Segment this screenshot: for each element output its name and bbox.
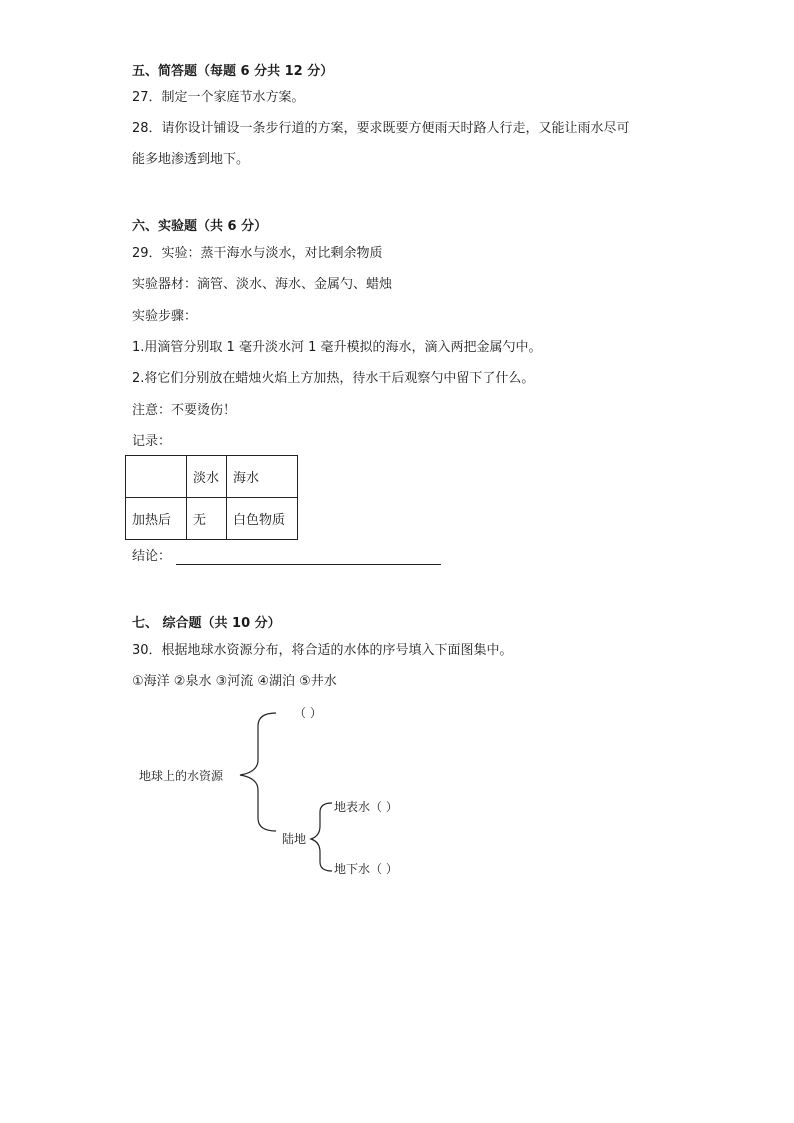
table-cell: 海水 bbox=[227, 456, 298, 498]
table-cell: 无 bbox=[187, 498, 227, 540]
main-brace bbox=[240, 713, 276, 831]
question-28-line2: 能多地渗透到地下。 bbox=[132, 152, 250, 167]
question-30: 30．根据地球水资源分布，将合适的水体的序号填入下面图集中。 bbox=[132, 643, 513, 658]
conclusion-answer-blank[interactable] bbox=[176, 564, 441, 565]
steps-label: 实验步骤： bbox=[132, 309, 198, 324]
ocean-answer-blank[interactable]: （ ） bbox=[294, 706, 322, 720]
safety-note: 注意：不要烫伤！ bbox=[132, 403, 237, 418]
table-cell bbox=[126, 456, 187, 498]
land-brace bbox=[311, 803, 332, 871]
record-table bbox=[125, 455, 298, 540]
section5-heading: 五、简答题（每题 6 分共 12 分） bbox=[132, 64, 334, 79]
conclusion-label: 结论： bbox=[132, 549, 172, 564]
groundwater-blank[interactable]: 地下水（ ） bbox=[334, 862, 398, 876]
land-label: 陆地 bbox=[282, 832, 307, 846]
question-27: 27．制定一个家庭节水方案。 bbox=[132, 90, 305, 105]
surface-water-blank[interactable]: 地表水（ ） bbox=[334, 800, 398, 814]
table-row bbox=[126, 498, 298, 540]
record-label: 记录： bbox=[132, 434, 172, 449]
water-resources-root: 地球上的水资源 bbox=[139, 769, 224, 783]
section7-heading: 七、 综合题（共 10 分） bbox=[132, 616, 281, 631]
table-cell: 白色物质 bbox=[227, 498, 298, 540]
table-cell: 加热后 bbox=[126, 498, 187, 540]
step-1: 1.用滴管分别取 1 毫升淡水河 1 毫升模拟的海水，滴入两把金属勺中。 bbox=[132, 340, 542, 355]
question-28-line1: 28．请你设计铺设一条步行道的方案，要求既要方便雨天时路人行走，又能让雨水尽可 bbox=[132, 121, 630, 136]
question-29: 29．实验：蒸干海水与淡水，对比剩余物质 bbox=[132, 246, 383, 261]
table-cell: 淡水 bbox=[187, 456, 227, 498]
equipment-text: 实验器材：滴管、淡水、海水、金属勺、蜡烛 bbox=[132, 277, 393, 292]
step-2: 2.将它们分别放在蜡烛火焰上方加热，待水干后观察勺中留下了什么。 bbox=[132, 371, 535, 386]
water-options: ①海洋 ②泉水 ③河流 ④湖泊 ⑤井水 bbox=[132, 674, 337, 689]
table-header-row bbox=[126, 456, 298, 498]
section6-heading: 六、实验题（共 6 分） bbox=[132, 219, 268, 234]
